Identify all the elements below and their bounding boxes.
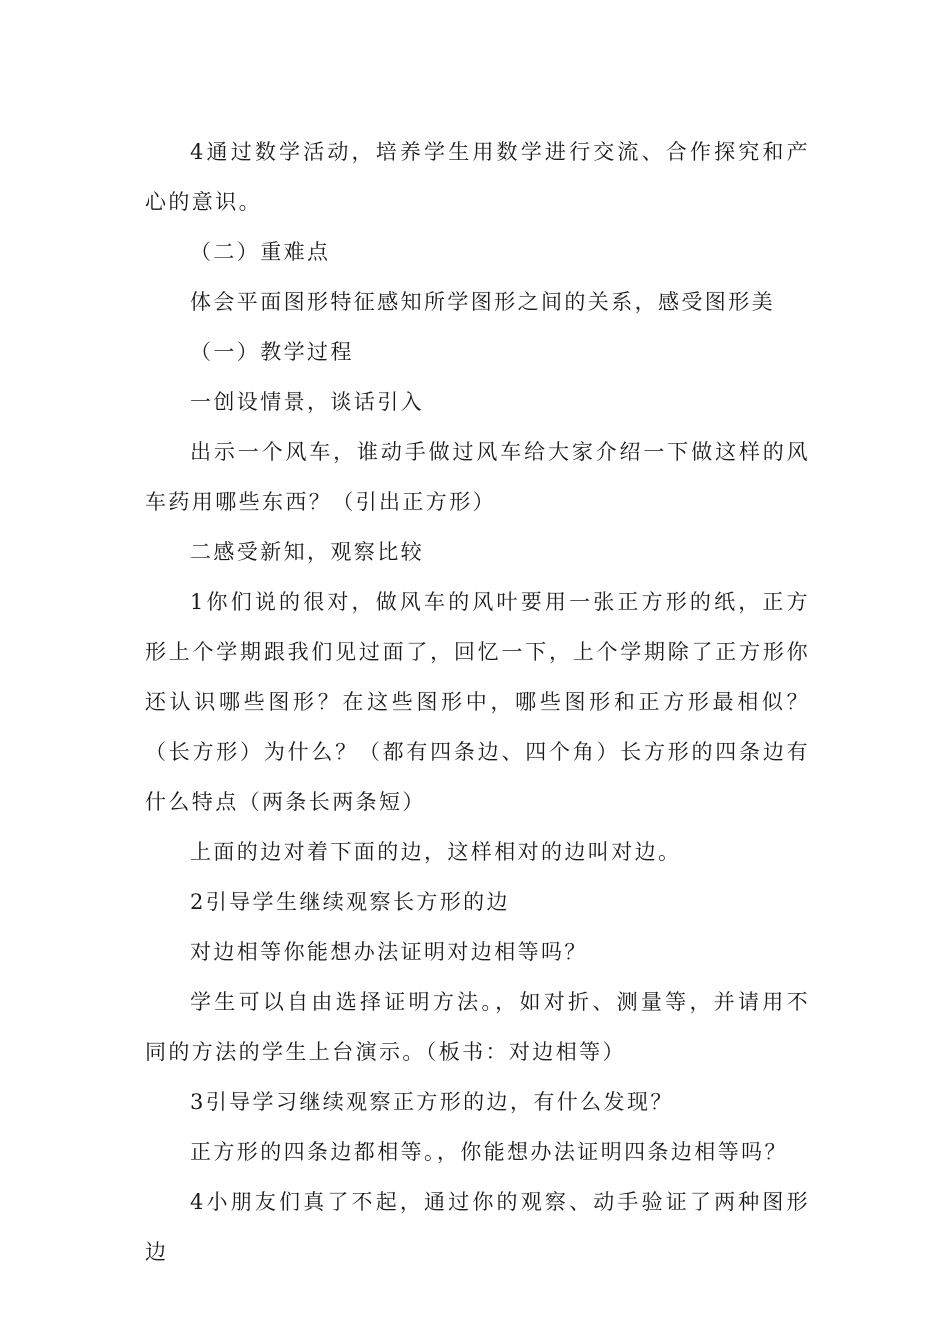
heading-key-points: （二）重难点 [190, 240, 331, 264]
paragraph-proof-methods: 学生可以自由选择证明方法。，如对折、测量等，并请用不同的方法的学生上台演示。（板书：对边相等） [145, 990, 810, 1064]
paragraph-opposite-sides: 上面的边对着下面的边，这样相对的边叫对边。 [190, 840, 682, 864]
heading-step-one: 一创设情景，谈话引入 [190, 390, 424, 414]
heading-step-two: 二感受新知，观察比较 [190, 540, 424, 564]
paragraph-key-points: 体会平面图形特征感知所学图形之间的关系，感受图形美 [190, 290, 775, 314]
paragraph-item-3: 3引导学习继续观察正方形的边，有什么发现？ [190, 1090, 674, 1114]
paragraph-windmill: 出示一个风车，谁动手做过风车给大家介绍一下做这样的风车药用哪些东西？（引出正方形） [145, 440, 810, 514]
paragraph-equal-sides-question: 对边相等你能想办法证明对边相等吗？ [190, 940, 588, 964]
heading-teaching-process: （一）教学过程 [190, 340, 354, 364]
paragraph-item-1: 1你们说的很对，做风车的风叶要用一张正方形的纸，正方形上个学期跟我们见过面了，回忆一下，上个学期除了正方形你还认识哪些图形？在这些图形中，哪些图形和正方形最相似？（长方形）为什么？（都有四条边、四个角）长方形的四条边有什么特点（两条长两条短） [145, 590, 810, 814]
paragraph-objective-4: 4通过数学活动，培养学生用数学进行交流、合作探究和产心的意识。 [145, 140, 810, 214]
paragraph-item-2: 2引导学生继续观察长方形的边 [190, 890, 510, 914]
paragraph-item-4: 4小朋友们真了不起，通过你的观察、动手验证了两种图形边 [145, 1190, 810, 1264]
paragraph-square-sides: 正方形的四条边都相等。，你能想办法证明四条边相等吗？ [190, 1140, 788, 1164]
